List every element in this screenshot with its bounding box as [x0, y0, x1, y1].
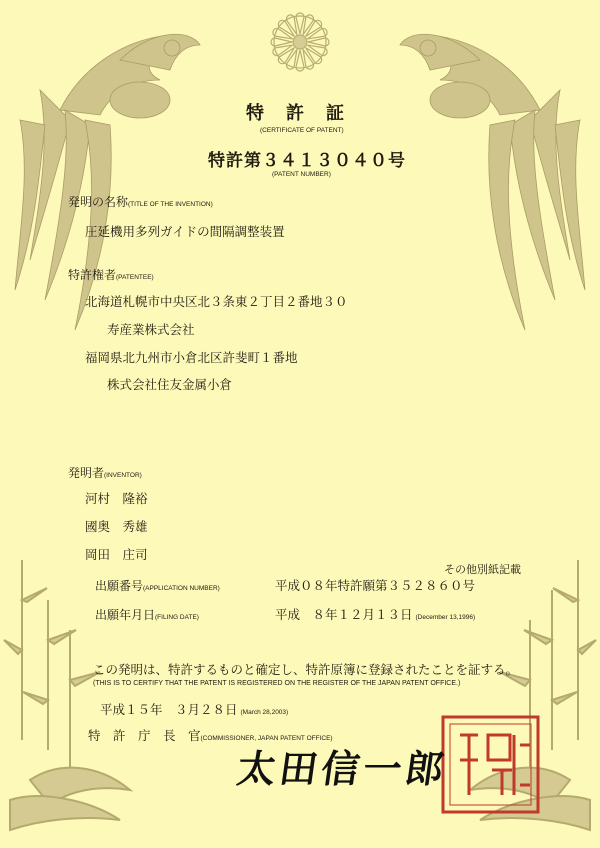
filing-date-label-en: (FILING DATE) — [155, 614, 199, 621]
patentee-label — [68, 266, 154, 283]
commissioner-title-en: (COMMISSIONER, JAPAN PATENT OFFICE) — [200, 735, 333, 742]
application-number-label-jp: 出願番号 — [95, 579, 144, 593]
patentee-label-en: (PATENTEE) — [116, 274, 154, 281]
patentee-address-2: 福岡県北九州市小倉北区許斐町１番地 — [85, 350, 298, 365]
invention-title: 圧延機用多列ガイドの間隔調整装置 — [85, 224, 285, 239]
phoenix-right-icon — [400, 34, 585, 330]
invention-label-en: (TITLE OF THE INVENTION) — [128, 201, 213, 208]
bamboo-right-icon — [470, 560, 596, 830]
certificate-title-en: (CERTIFICATE OF PATENT) — [260, 127, 344, 134]
certification-statement: この発明は、特許するものと確定し、特許原簿に登録されたことを証する。 — [93, 662, 519, 677]
commissioner-title-jp: 特 許 庁 長 官 — [88, 728, 201, 743]
filing-date-value-en: (December 13,1996) — [415, 614, 476, 621]
filing-date-label-jp: 出願年月日 — [95, 608, 156, 622]
issue-date — [100, 700, 288, 718]
certificate-title: 特 許 証 — [246, 103, 346, 124]
commissioner-signature: 太田信一郎 — [234, 746, 451, 791]
invention-label — [68, 193, 213, 210]
inventor-label-en: (INVENTOR) — [104, 472, 142, 479]
application-number-value: 平成０８年特許願第３５２８６０号 — [275, 578, 476, 593]
others-note: その他別紙記載 — [444, 563, 521, 576]
invention-label-jp: 発明の名称 — [68, 195, 129, 209]
issue-date-jp: 平成１５年 ３月２８日 — [100, 702, 238, 717]
inventor-label-jp: 発明者 — [68, 466, 105, 480]
patent-number: 特許第３４１３０４０号 — [208, 151, 406, 171]
patentee-name-2: 株式会社住友金属小倉 — [107, 377, 233, 392]
filing-date-value — [275, 605, 475, 623]
patentee-address-1: 北海道札幌市中央区北３条東２丁目２番地３０ — [85, 294, 348, 309]
bamboo-left-icon — [4, 560, 130, 830]
patentee-name-1: 寿産業株式会社 — [107, 322, 195, 337]
filing-date-value-jp: 平成 ８年１２月１３日 — [275, 607, 413, 622]
filing-date-label — [95, 606, 199, 623]
inventor-name-2: 國奥 秀雄 — [85, 519, 148, 534]
patentee-label-jp: 特許権者 — [68, 268, 117, 282]
issue-date-en: (March 28,2003) — [240, 709, 289, 716]
application-number-label-en: (APPLICATION NUMBER) — [143, 585, 220, 592]
official-seal-icon — [443, 717, 538, 812]
patent-number-en: (PATENT NUMBER) — [272, 171, 331, 178]
inventor-name-3: 岡田 庄司 — [85, 547, 148, 562]
application-number-label — [95, 577, 220, 594]
inventor-label — [68, 464, 142, 481]
phoenix-left-icon — [15, 34, 200, 330]
chrysanthemum-crest-icon — [271, 13, 329, 71]
certification-statement-en: (THIS IS TO CERTIFY THAT THE PATENT IS REGISTERED ON THE REGISTER OF THE JAPAN PATENT OFFICE.) — [93, 680, 461, 687]
inventor-name-1: 河村 隆裕 — [85, 491, 148, 506]
